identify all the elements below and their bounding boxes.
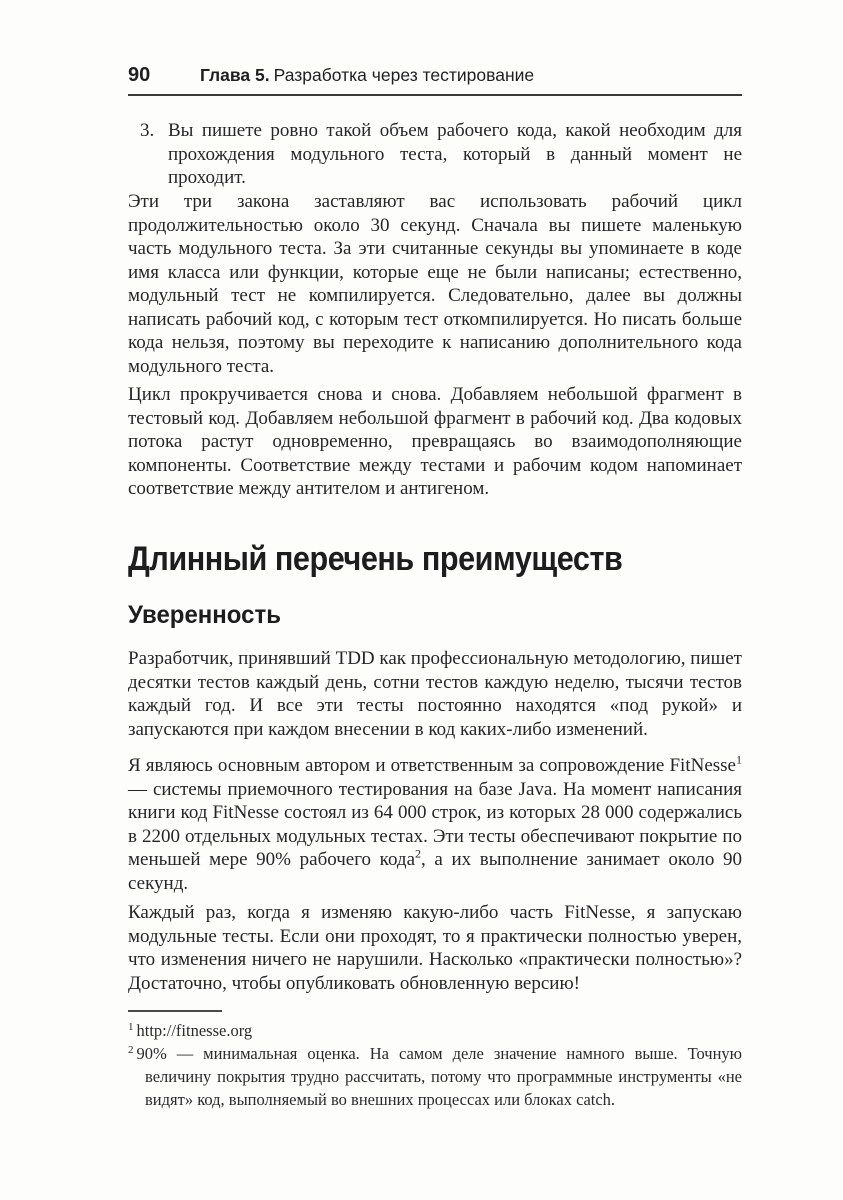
chapter-label: Глава 5. xyxy=(200,65,270,85)
footnote-ref-1: 1 xyxy=(736,752,742,767)
subsection-heading-confidence: Уверенность xyxy=(128,601,281,629)
footnote-2 xyxy=(128,1042,742,1111)
paragraph-three-laws: Эти три закона заставляют вас использовать рабочий цикл продолжительностью около 30 секунд. Сначала вы пишете маленькую часть модульного теста. За эти считанные секунды вы упоминаете в коде имя класса или функции, которые еще не были написаны; естественно, модульный тест не компилируется. Следовательно, далее вы должны написать рабочий код, с которым тест откомпилируется. Но писать больше кода нельзя, поэтому вы переходите к написанию дополнительного кода модульного теста. xyxy=(128,191,742,377)
running-head xyxy=(128,64,742,96)
footnote-separator xyxy=(128,1010,222,1012)
chapter-title: Разработка через тестирование xyxy=(273,65,535,85)
list-item-text: Вы пишете ровно такой объем рабочего кода, какой необходим для прохождения модульного теста, который в данный момент не проходит. xyxy=(168,120,742,188)
footnote-1-text: http://fitnesse.org xyxy=(136,1021,253,1040)
list-item-number: 3. xyxy=(140,120,155,141)
page-number: 90 xyxy=(128,64,151,86)
footnote-1 xyxy=(128,1019,742,1042)
paragraph-confidence-2-text-c: , а их выполнение занимает около 90 секунд. xyxy=(128,849,742,894)
footnotes-block xyxy=(128,1019,742,1111)
paragraph-confidence-1: Разработчик, принявший TDD как профессиональную методологию, пишет десятки тестов каждый день, сотни тестов каждую неделю, тысячи тестов каждый год. И все эти тесты постоянно находятся «под рукой» и запускаются при каждом внесении в код каких-либо изменений. xyxy=(128,648,742,740)
paragraph-cycle: Цикл прокручивается снова и снова. Добавляем небольшой фрагмент в тестовый код. Добавляем небольшой фрагмент в рабочий код. Два кодовых потока растут одновременно, превращаясь во взаимодополняющие компоненты. Соответствие между тестами и рабочим кодом напоминает соответствие между антителом и антигеном. xyxy=(128,384,742,499)
footnote-ref-2: 2 xyxy=(415,846,421,861)
paragraph-confidence-2-text-a: Я являюсь основным автором и ответственным за сопровождение FitNesse xyxy=(128,755,736,776)
footnote-2-text: 90% — минимальная оценка. На самом деле значение намного выше. Точную величину покрытия трудно рассчитать, потому что программные инструменты «не видят» код, выполняемый во внешних процессах или блоках catch. xyxy=(136,1044,742,1109)
chapter-heading xyxy=(200,65,534,85)
paragraph-confidence-3: Каждый раз, когда я изменяю какую-либо часть FitNesse, я запускаю модульные тесты. Если они проходят, то я практически полностью уверен, что изменения ничего не нарушили. Насколько «практически полностью»? Достаточно, чтобы опубликовать обновленную версию! xyxy=(128,902,742,994)
ordered-list-item-3 xyxy=(140,119,742,190)
footnote-2-marker: 2 xyxy=(128,1043,134,1056)
footnote-1-marker: 1 xyxy=(128,1020,134,1033)
section-heading-benefits: Длинный перечень преимуществ xyxy=(128,540,623,578)
paragraph-confidence-2 xyxy=(128,754,742,895)
paragraph-confidence-2-text-b: — системы приемочного тестирования на базе Java. На момент написания книги код FitNesse состоял из 64 000 строк, из которых 28 000 содержались в 2200 отдельных модульных тестах. Эти тесты обеспечивают покрытие по меньшей мере 90% рабочего кода xyxy=(128,778,743,870)
